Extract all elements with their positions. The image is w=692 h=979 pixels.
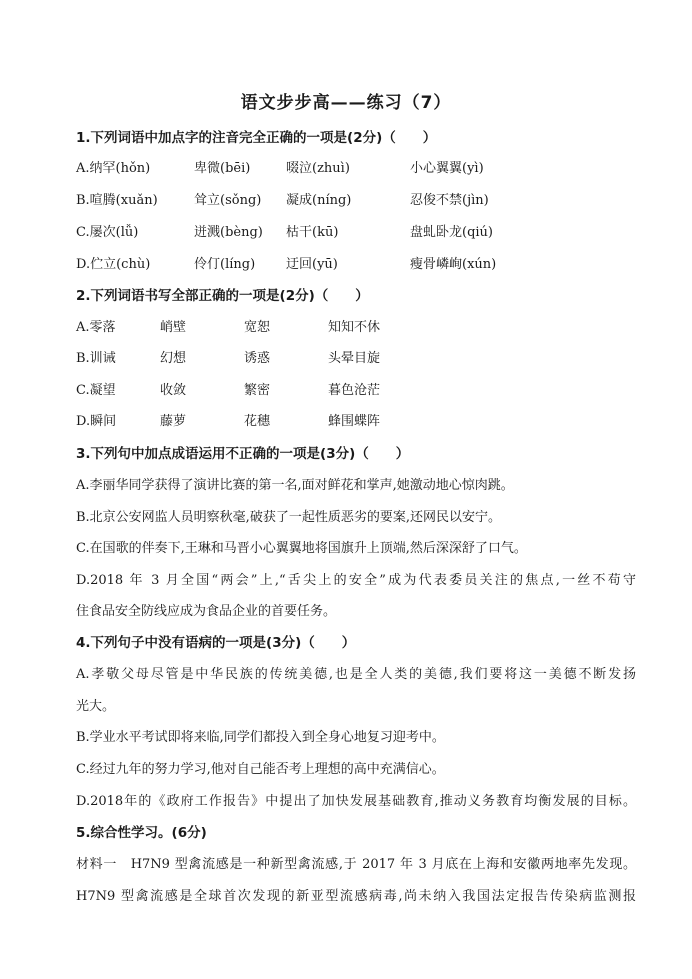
question-5: 5.综合性学习。(6分) [76, 825, 207, 841]
q3-option-d-continued: 住食品安全防线应成为食品企业的首要任务。 [76, 604, 337, 619]
q1-a-word-3: 啜泣(zhuì) [286, 161, 350, 176]
q2-a-word-4: 知知不休 [328, 320, 381, 335]
q3-option-b: B.北京公安网监人员明察秋毫,破获了一起性质恶劣的要案,还网民以安宁。 [76, 510, 501, 525]
q4-option-c: C.经过九年的努力学习,他对自己能否考上理想的高中充满信心。 [76, 762, 445, 777]
q2-d-word-4: 蜂围蝶阵 [328, 414, 381, 429]
q2-c-word-4: 暮色沧茫 [328, 383, 381, 398]
q3-option-c: C.在国歌的伴奏下,王琳和马晋小心翼翼地将国旗升上顶端,然后深深舒了口气。 [76, 541, 527, 556]
q1-c-word-3: 枯干(kū) [286, 225, 339, 240]
question-4: 4.下列句子中没有语病的一项是(3分)（ ） [76, 635, 356, 651]
question-1: 1.下列词语中加点字的注音完全正确的一项是(2分)（ ） [76, 130, 437, 146]
q1-option-b [76, 189, 636, 209]
q2-b-word-3: 诱惑 [244, 351, 271, 366]
q1-option-d [76, 253, 636, 273]
q1-b-word-4: 忍俊不禁(jìn) [410, 193, 489, 208]
q2-c-word-2: 收敛 [160, 383, 187, 398]
q2-option-c [76, 379, 636, 399]
q1-option-c [76, 221, 636, 241]
q1-d-word-2: 伶仃(líng) [194, 257, 256, 272]
q1-c-word-1: C.屡次(lǚ) [76, 225, 139, 240]
q4-option-a: A.孝敬父母尽管是中华民族的传统美德,也是全人类的美德,我们要将这一美德不断发扬 [76, 667, 636, 682]
q1-c-word-4: 盘虬卧龙(qiú) [410, 225, 493, 240]
q1-c-word-2: 迸溅(bèng) [194, 225, 263, 240]
q2-b-word-1: B.训诫 [76, 351, 116, 366]
q2-d-word-1: D.瞬间 [76, 414, 117, 429]
q3-option-a: A.李丽华同学获得了演讲比赛的第一名,面对鲜花和掌声,她激动地心惊肉跳。 [76, 478, 514, 493]
q5-material-line-1: 材料一 H7N9 型禽流感是一种新型禽流感,于 2017 年 3 月底在上海和安徽两地率先发现。 [76, 857, 636, 872]
q1-a-word-4: 小心翼翼(yì) [410, 161, 484, 176]
q2-d-word-2: 藤萝 [160, 414, 187, 429]
q3-option-d: D.2018 年 3 月全国“两会”上,“舌尖上的安全”成为代表委员关注的焦点,一丝不苟守 [76, 573, 636, 588]
q5-material-line-2: H7N9 型禽流感是全球首次发现的新亚型流感病毒,尚未纳入我国法定报告传染病监测报 [76, 889, 636, 904]
q2-a-word-2: 峭壁 [160, 320, 187, 335]
question-2: 2.下列词语书写全部正确的一项是(2分)（ ） [76, 288, 369, 304]
q2-option-a [76, 316, 636, 336]
q2-b-word-4: 头晕目旋 [328, 351, 381, 366]
q2-option-b [76, 347, 636, 367]
q4-option-a-continued: 光大。 [76, 699, 116, 714]
q4-option-d: D.2018年的《政府工作报告》中提出了加快发展基础教育,推动义务教育均衡发展的目标。 [76, 794, 636, 809]
q1-a-word-2: 卑微(bēi) [194, 161, 251, 176]
q2-d-word-3: 花穗 [244, 414, 271, 429]
q4-option-b: B.学业水平考试即将来临,同学们都投入到全身心地复习迎考中。 [76, 730, 445, 745]
q1-a-word-1: A.纳罕(hǒn) [76, 161, 151, 176]
q2-b-word-2: 幻想 [160, 351, 187, 366]
q1-d-word-1: D.伫立(chù) [76, 257, 151, 272]
q2-c-word-3: 繁密 [244, 383, 271, 398]
q2-c-word-1: C.凝望 [76, 383, 116, 398]
q2-option-d [76, 410, 636, 430]
q2-a-word-1: A.零落 [76, 320, 116, 335]
q1-b-word-3: 凝成(níng) [286, 193, 352, 208]
q1-b-word-2: 耸立(sǒng) [194, 193, 262, 208]
q1-option-a [76, 157, 636, 177]
q1-d-word-4: 瘦骨嶙峋(xún) [410, 257, 497, 272]
q1-b-word-1: B.喧腾(xuǎn) [76, 193, 158, 208]
page-title: 语文步步高——练习（7） [240, 93, 452, 113]
question-3: 3.下列句中加点成语运用不正确的一项是(3分)（ ） [76, 446, 410, 462]
q2-a-word-3: 宽恕 [244, 320, 271, 335]
q1-d-word-3: 迂回(yū) [286, 257, 338, 272]
